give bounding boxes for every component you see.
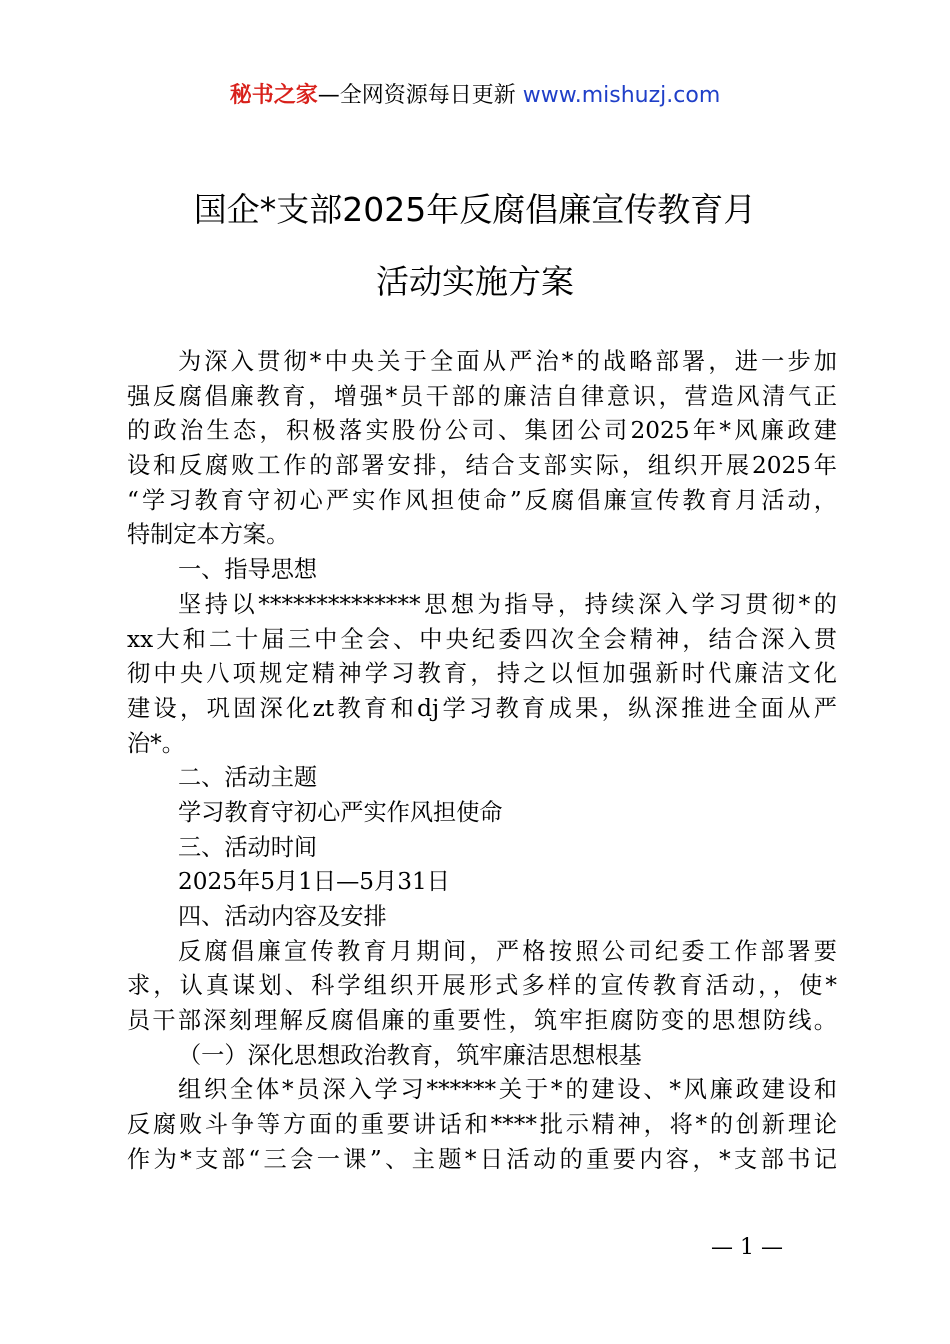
document-title-line-1: 国企*支部2025年反腐倡廉宣传教育月 (193, 190, 757, 229)
section-heading: 三、活动时间 (178, 833, 318, 861)
subsection-heading: （一）深化思想政治教育，筑牢廉洁思想根基 (178, 1041, 642, 1069)
body-line: “学习教育守初心严实作风担使命”反腐倡廉宣传教育月活动， (127, 486, 837, 514)
body-line: 作为*支部“三会一课”、主题*日活动的重要内容，*支部书记 (127, 1145, 837, 1173)
section-heading: 四、活动内容及安排 (178, 903, 387, 930)
body-line: 组织全体*员深入学习******关于*的建设、*风廉政建设和 (178, 1076, 837, 1104)
header-slogan: —全网资源每日更新 (317, 83, 516, 108)
body-line: xx大和二十届三中全会、中央纪委四次全会精神，结合深入贯 (127, 625, 837, 653)
site-url-link[interactable]: www.mishuzj.com (522, 83, 721, 108)
body-line: 2025年5月1日—5月31日 (178, 868, 450, 896)
body-line: 反腐败斗争等方面的重要讲话和****批示精神，将*的创新理论 (127, 1111, 837, 1139)
body-line: 求，认真谋划、科学组织开展形式多样的宣传教育活动，，使* (127, 972, 837, 1000)
page-number: — 1 — (711, 1235, 783, 1260)
body-line: 为深入贯彻*中央关于全面从严治*的战略部署，进一步加 (178, 348, 837, 375)
body-line: 强反腐倡廉教育，增强*员干部的廉洁自律意识，营造风清气正 (127, 382, 837, 410)
brand-name: 秘书之家 (229, 83, 318, 108)
section-heading: 二、活动主题 (178, 764, 318, 792)
document-body (127, 345, 837, 1178)
body-line: 治*。 (127, 729, 185, 757)
body-line: 学习教育守初心严实作风担使命 (178, 798, 503, 826)
body-line: 特制定本方案。 (127, 521, 290, 549)
section-heading: 一、指导思想 (178, 556, 318, 584)
document-title-line-2: 活动实施方案 (376, 262, 574, 301)
site-header (0, 80, 950, 112)
body-line: 坚持以**************思想为指导，持续深入学习贯彻*的 (178, 590, 837, 618)
body-line: 建设，巩固深化zt教育和dj学习教育成果，纵深推进全面从严 (127, 694, 837, 722)
body-line: 员干部深刻理解反腐倡廉的重要性，筑牢拒腐防变的思想防线。 (127, 1007, 837, 1035)
body-line: 反腐倡廉宣传教育月期间，严格按照公司纪委工作部署要 (178, 937, 837, 965)
body-line: 设和反腐败工作的部署安排，结合支部实际，组织开展2025年 (127, 452, 837, 480)
body-line: 彻中央八项规定精神学习教育，持之以恒加强新时代廉洁文化 (127, 660, 837, 688)
body-line: 的政治生态，积极落实股份公司、集团公司2025年*风廉政建 (127, 417, 837, 445)
